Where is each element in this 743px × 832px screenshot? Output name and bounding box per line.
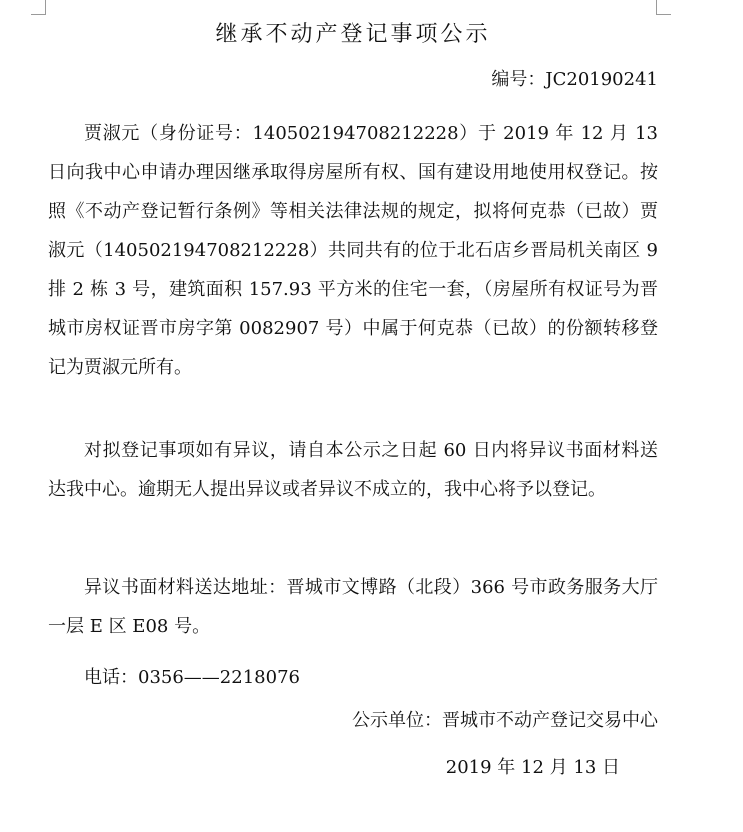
notice-paragraph-objection: 对拟登记事项如有异议，请自本公示之日起 60 日内将异议书面材料送达我中心。逾期无人提出异议或者异议不成立的，我中心将予以登记。 xyxy=(48,440,658,500)
notice-paragraph-address: 异议书面材料送达地址：晋城市文博路（北段）366 号市政务服务大厅一层 E 区 E08 号。 xyxy=(48,577,658,637)
document-title: 继承不动产登记事项公示 xyxy=(215,22,491,47)
signature-unit: 公示单位：晋城市不动产登记交易中心 xyxy=(352,710,658,731)
signature-date: 2019 年 12 月 13 日 xyxy=(445,757,620,778)
page-corner-mark-left xyxy=(31,0,46,15)
notice-paragraph-registration: 贾淑元（身份证号：140502194708212228）于 2019 年 12 月 13 日向我中心申请办理因继承取得房屋所有权、国有建设用地使用权登记。按照《不动产登记暂行条例》等相关法律法规的规定，拟将何克恭（已故）贾淑元（140502194708212228）共同共有的位于北石店乡晋局机关南区 9 排 2 栋 3 号，建筑面积 157.93 平方米的住宅一套，（房屋所有权证号为晋城市房权证晋市房字第 0082907 号）中属于何克恭（已故）的份额转移登记为贾淑元所有。 xyxy=(48,123,658,378)
document-number: 编号：JC20190241 xyxy=(491,69,658,90)
notice-paragraph-phone: 电话：0356——2218076 xyxy=(84,667,300,688)
page-corner-mark-right xyxy=(656,0,671,15)
